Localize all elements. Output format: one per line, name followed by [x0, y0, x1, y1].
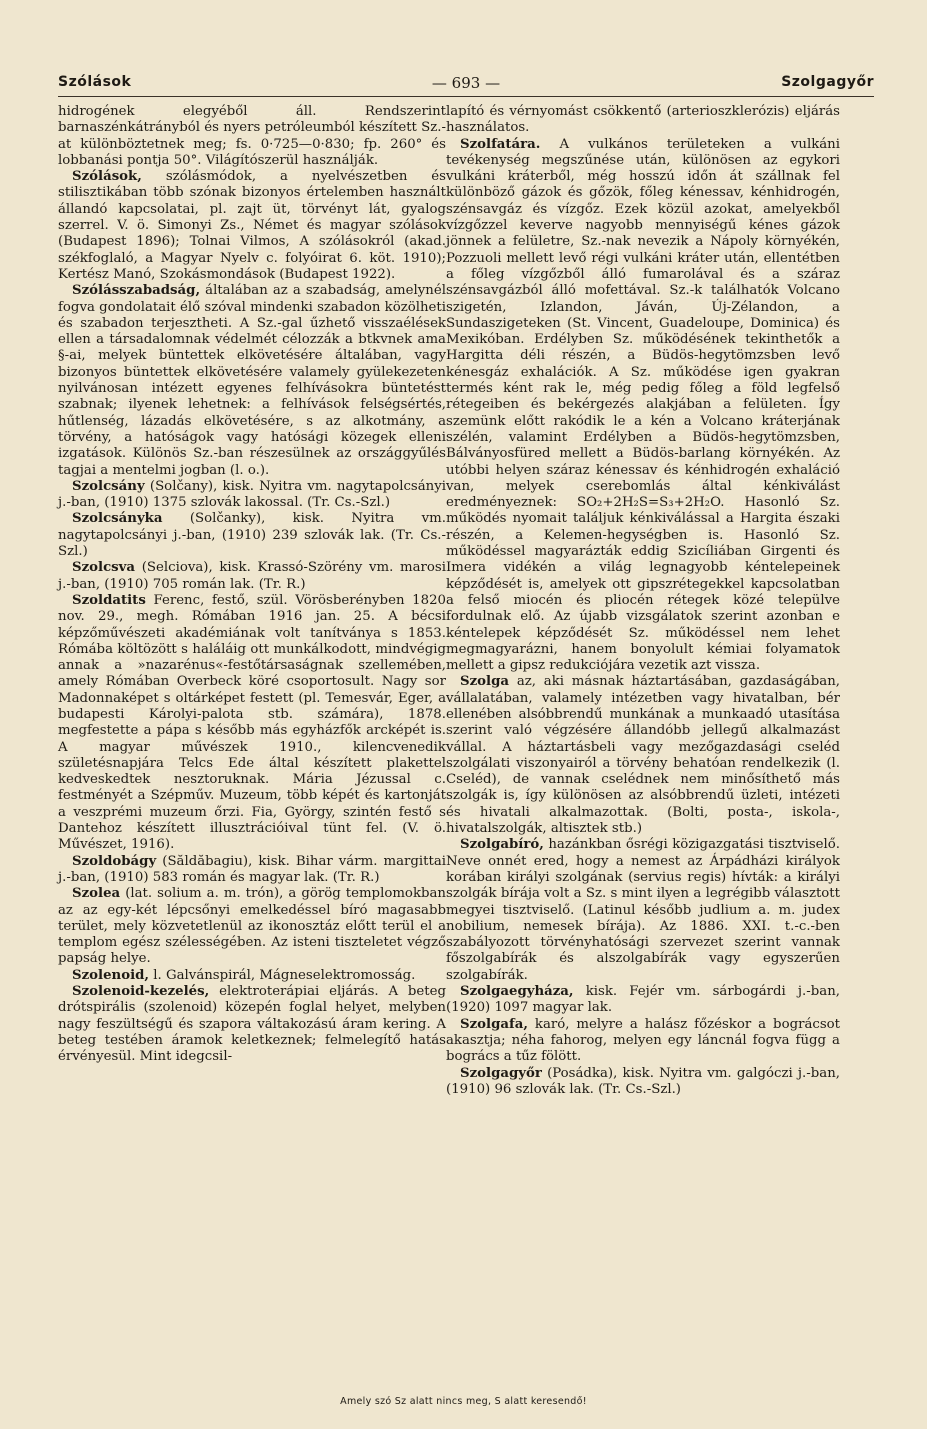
entry-text: lapító és vérnyomást csökkentő (arterioszklerózis) eljárás használatos. — [446, 104, 840, 136]
entry-text: (lat. solium a. m. trón), a görög templomokban az az egy-két lépcsőnyi emelkedéssel bíró magasabb terület, mely közvetetlenül az ikonosztáz előtt terül el a templom egész szélességében. Az isteni tiszteletet végző papság helye. — [58, 886, 446, 967]
entry-text: kisk. Fejér vm. sárbogárdi j.-ban, (1920) 1097 magyar lak. — [446, 984, 840, 1016]
header-rule — [58, 96, 874, 97]
entry-headword: Szolfatára. — [460, 136, 541, 152]
entry-text: (Săldăbagiu), kisk. Bihar várm. margittai j.-ban, (1910) 583 román és magyar lak. (Tr. R.) — [58, 853, 446, 885]
entry-text: (Solčany), kisk. Nyitra vm. nagytapolcsányi j.-ban, (1910) 1375 szlovák lakossal. (Tr. Cs.-Szl.) — [58, 478, 447, 511]
entry-headword: Szolcsányka — [72, 511, 163, 527]
entry-text: szólásmódok, a nyelvészetben és stilisztikában több szónak bizonyos értelemben használt állandó kapcsolatai, pl. zajt üt, törvényt lát, gyalog szerrel. V. ö. Simonyi Zs., Német és magyar szólások (Budapest 1896); Tolnai Vilmos, A szólásokról (akad. székfoglaló, a Magyar Nyelv c. folyóirat 6. köt. 1910); Kertész Manó, Szokásmondások (Budapest 1922). — [58, 169, 446, 282]
entry-headword: Szoldatits — [72, 592, 146, 608]
entry-headword: Szolcsány — [72, 478, 145, 494]
entry-text: (Solčanky), kisk. Nyitra vm. nagytapolcsányi j.-ban, (1910) 239 szlovák lak. (Tr. Cs.-Szl.) — [58, 511, 446, 560]
entry-headword: Szolgagyőr — [460, 1065, 542, 1081]
entry-headword: Szolgabíró, — [460, 837, 544, 853]
page-footer: Amely szó Sz alatt nincs meg, S alatt keresendő! — [340, 1396, 587, 1407]
entry-headword: Szolgafa, — [460, 1016, 528, 1032]
page-number: — 693 — — [431, 74, 501, 92]
entry-text: karó, melyre a halász főzéskor a bográcsot akasztja; néha fahorog, melyen egy láncnál fogva függ a bogrács a tűz fölött. — [446, 1016, 840, 1065]
left-column — [58, 104, 446, 1066]
dictionary-entry — [58, 968, 446, 984]
dictionary-entry — [446, 1066, 840, 1099]
entry-headword: Szólásszabadság, — [72, 283, 201, 299]
entry-text: Ferenc, festő, szül. Vörösberényben 1820 nov. 29., megh. Rómában 1916 jan. 25. A bécsi képzőművészeti akadémiának volt tanítványa s 1853. Rómába költözött s haláláig ott munkálkodott, mindvégig annak a »nazarénus«-festőtársaságnak szellemében, amely Rómában Overbeck köré csoportosult. Nagy sor Madonnaképet s oltárképet festett (pl. Temesvár, Eger, a budapesti Károlyi-palota stb. számára), 1878. megfestette a pápa s később más egyházfők arcképét is. A magyar művészek 1910., kilencvenedik születésnapjára Telcs Ede által készített plakettel kedveskedtek nesztoruknak. Mária Jézussal c. festményét a Szépműv. Muzeum, több képét és kartonját a veszprémi muzeum őrzi. Fia, György, szintén festő s Dantehoz készített illusztrációival tünt fel. (V. ö. Művészet, 1916). — [58, 592, 446, 853]
entry-headword: Szólások, — [72, 169, 142, 185]
entry-text: l. Galvánspirál, Mágneselektromosság. — [153, 967, 416, 983]
entry-headword: Szolgaegyháza, — [460, 984, 574, 1000]
dictionary-entry — [446, 674, 840, 837]
dictionary-entry — [58, 283, 446, 479]
entry-headword: Szolcsva — [72, 560, 135, 576]
entry-text: hidrogének elegyéből áll. Rendszerint barnaszénkátrányból és nyers petróleumból készített Sz.-at különböztetnek meg; fs. 0·725—0·830; fp. 260° és lobbanási pontja 50°. Világítószerül használják. — [58, 104, 446, 168]
dictionary-entry — [58, 169, 446, 283]
dictionary-entry — [58, 479, 446, 512]
entry-headword: Szoldobágy — [72, 853, 157, 869]
dictionary-entry — [446, 137, 840, 675]
header-left-keyword: Szólások — [58, 74, 132, 90]
entry-headword: Szolga — [460, 674, 509, 690]
entry-text: (Selciova), kisk. Krassó-Szörény vm. marosi j.-ban, (1910) 705 román lak. (Tr. R.) — [58, 560, 446, 592]
dictionary-entry — [58, 511, 446, 560]
dictionary-entry — [446, 1017, 840, 1066]
entry-text: általában az a szabadság, amelynél fogva gondolatait élő szóval mindenki szabadon közölheti és szabadon terjesztheti. A Sz.-gal űzhető visszaélések ellen a társadalomnak védelmét célozzák a btkvnek ama §-ai, melyek büntettek elkövetésére általában, vagy bizonyos büntettek elkövetésére valamely gyülekezeten nyilvánosan intézett egyenes felhívásokra büntetést szabnak; ilyenek lehetnek: a felhívások felségsértés, hűtlenség, lázadás elkövetésére, s az alkotmány, a törvény, a hatóságok vagy hatósági közegek elleni izgatások. Különös Sz.-ban részesülnek az országgyűlés tagjai a mentelmi jogban (l. o.). — [58, 283, 446, 478]
right-column — [446, 104, 840, 1098]
entry-text: hazánkban ősrégi közigazgatási tisztviselő. Neve onnét ered, hogy a nemest az Árpádházi királyok korában királyi szolgának (servius regis) hívták: a királyi szolgák bírája volt a Sz. s mint ilyen a legrégibb választott megyei tisztviselő. (Latinul később judlium a. m. judex nobilium, nemesek bírája). Az 1886. XXI. t.-c.-ben szabályozott törvényhatósági szervezet szerint vannak főszolgabírák és alszolgabírák vagy egyszerűen szolgabírák. — [446, 837, 841, 983]
dictionary-entry — [58, 886, 446, 967]
page-header — [58, 74, 874, 94]
entry-headword: Szolenoid, — [72, 967, 150, 983]
dictionary-entry — [58, 593, 446, 854]
entry-text: A vulkános területeken a vulkáni tevékenység megszűnése után, különösen az egykori vulkáni kráterből, még hosszú időn át szállnak fel különböző gázok és gőzök, főleg kénessav, kénhidrogén, szénsavgáz és vízgőz. Ezek közül azokat, amelyekből vízgőzzel keverve nagyobb mennyiségű kénes gázok jönnek a felületre, Sz.-nak nevezik a Nápoly környékén, Pozzuoli mellett levő régi vulkáni kráter után, ellentétben a főleg vízgőzből álló fumarolával és a száraz szénsavgázból álló mofettával. Sz.-k találhatók Volcano szigetén, Izlandon, Jáván, Új-Zélandon, a Sundaszigeteken (St. Vincent, Guadeloupe, Dominica) és Mexikóban. Erdélyben Sz. működésének tekinthetők a Hargitta déli részén, a Büdös-hegytömzsben levő kénesgáz exhalációk. A Sz. működése igen gyakran termés ként rak le, még pedig főleg a föld legfelső rétegeiben és bekérgezés alakjában a felületen. Így szemünk előtt rakódik le a kén a Volcano kráterjának szélén, valamint Erdélyben a Büdös-hegytömzsben, Bálványosfüred mellett a Büdös-barlang környékén. Az utóbbi helyen száraz kénessav és kénhidrogén exhaláció van, melyek cserebomlás által kénkiválást eredményeznek: SO₂+2H₂S=S₃+2H₂O. Hasonló Sz. működés nyomait találjuk kénkiválással a Hargita északi részén, a Kelemen-hegységben is. Hasonló Sz. működéssel magyarázták eddig Szicíliában Girgenti és Imera vidékén a világ legnagyobb kéntelepeinek képződését is, amelyek ott gipszrétegekkel kapcsolatban a felső miocén és pliocén rétegek közé települve fordulnak elő. Az újabb vizsgálatok szerint azonban e kéntelepek képződését Sz. működéssel nem lehet megmagyarázni, hanem bonyolult kémiai folyamatok mellett a gipsz redukciójára vezetik azt vissza. — [446, 136, 841, 674]
entry-headword: Szolea — [72, 886, 121, 902]
dictionary-entry — [58, 984, 446, 1065]
entry-headword: Szolenoid-kezelés, — [72, 984, 210, 1000]
dictionary-entry — [58, 104, 446, 169]
entry-text: elektroterápiai eljárás. A beteg drótspirális (szolenoid) közepén foglal helyet, melyben nagy feszültségű és szapora váltakozású áram kering. A beteg testében áramok keletkeznek; felmelegítő hatás érvényesül. Mint idegcsil- — [58, 984, 446, 1065]
dictionary-entry — [58, 560, 446, 593]
entry-text: az, aki másnak háztartásában, gazdaságában, vállalatában, valamely intézetben vagy hivatalban, bér ellenében alsóbbrendű munkának a munkaadó utasítása szerint való végzésére állandóbb jellegű alkalmazást vállal. A háztartásbeli vagy mezőgazdasági cseléd szolgálati viszonyairól a törvény behatóan rendelkezik (l. Cseléd), de vannak cselédnek nem minősíthető más szolgák is, így különösen az alsóbbrendű üzleti, intézeti és hivatali alkalmazottak. (Bolti, posta-, iskola-, hivatalszolgák, altisztek stb.) — [446, 674, 840, 837]
dictionary-entry — [446, 837, 840, 984]
dictionary-entry — [58, 854, 446, 887]
dictionary-entry — [446, 984, 840, 1017]
entry-text: (Posádka), kisk. Nyitra vm. galgóczi j.-ban, (1910) 96 szlovák lak. (Tr. Cs.-Szl.) — [446, 1065, 840, 1097]
dictionary-entry — [446, 104, 840, 137]
header-right-keyword: Szolgagyőr — [781, 74, 874, 90]
